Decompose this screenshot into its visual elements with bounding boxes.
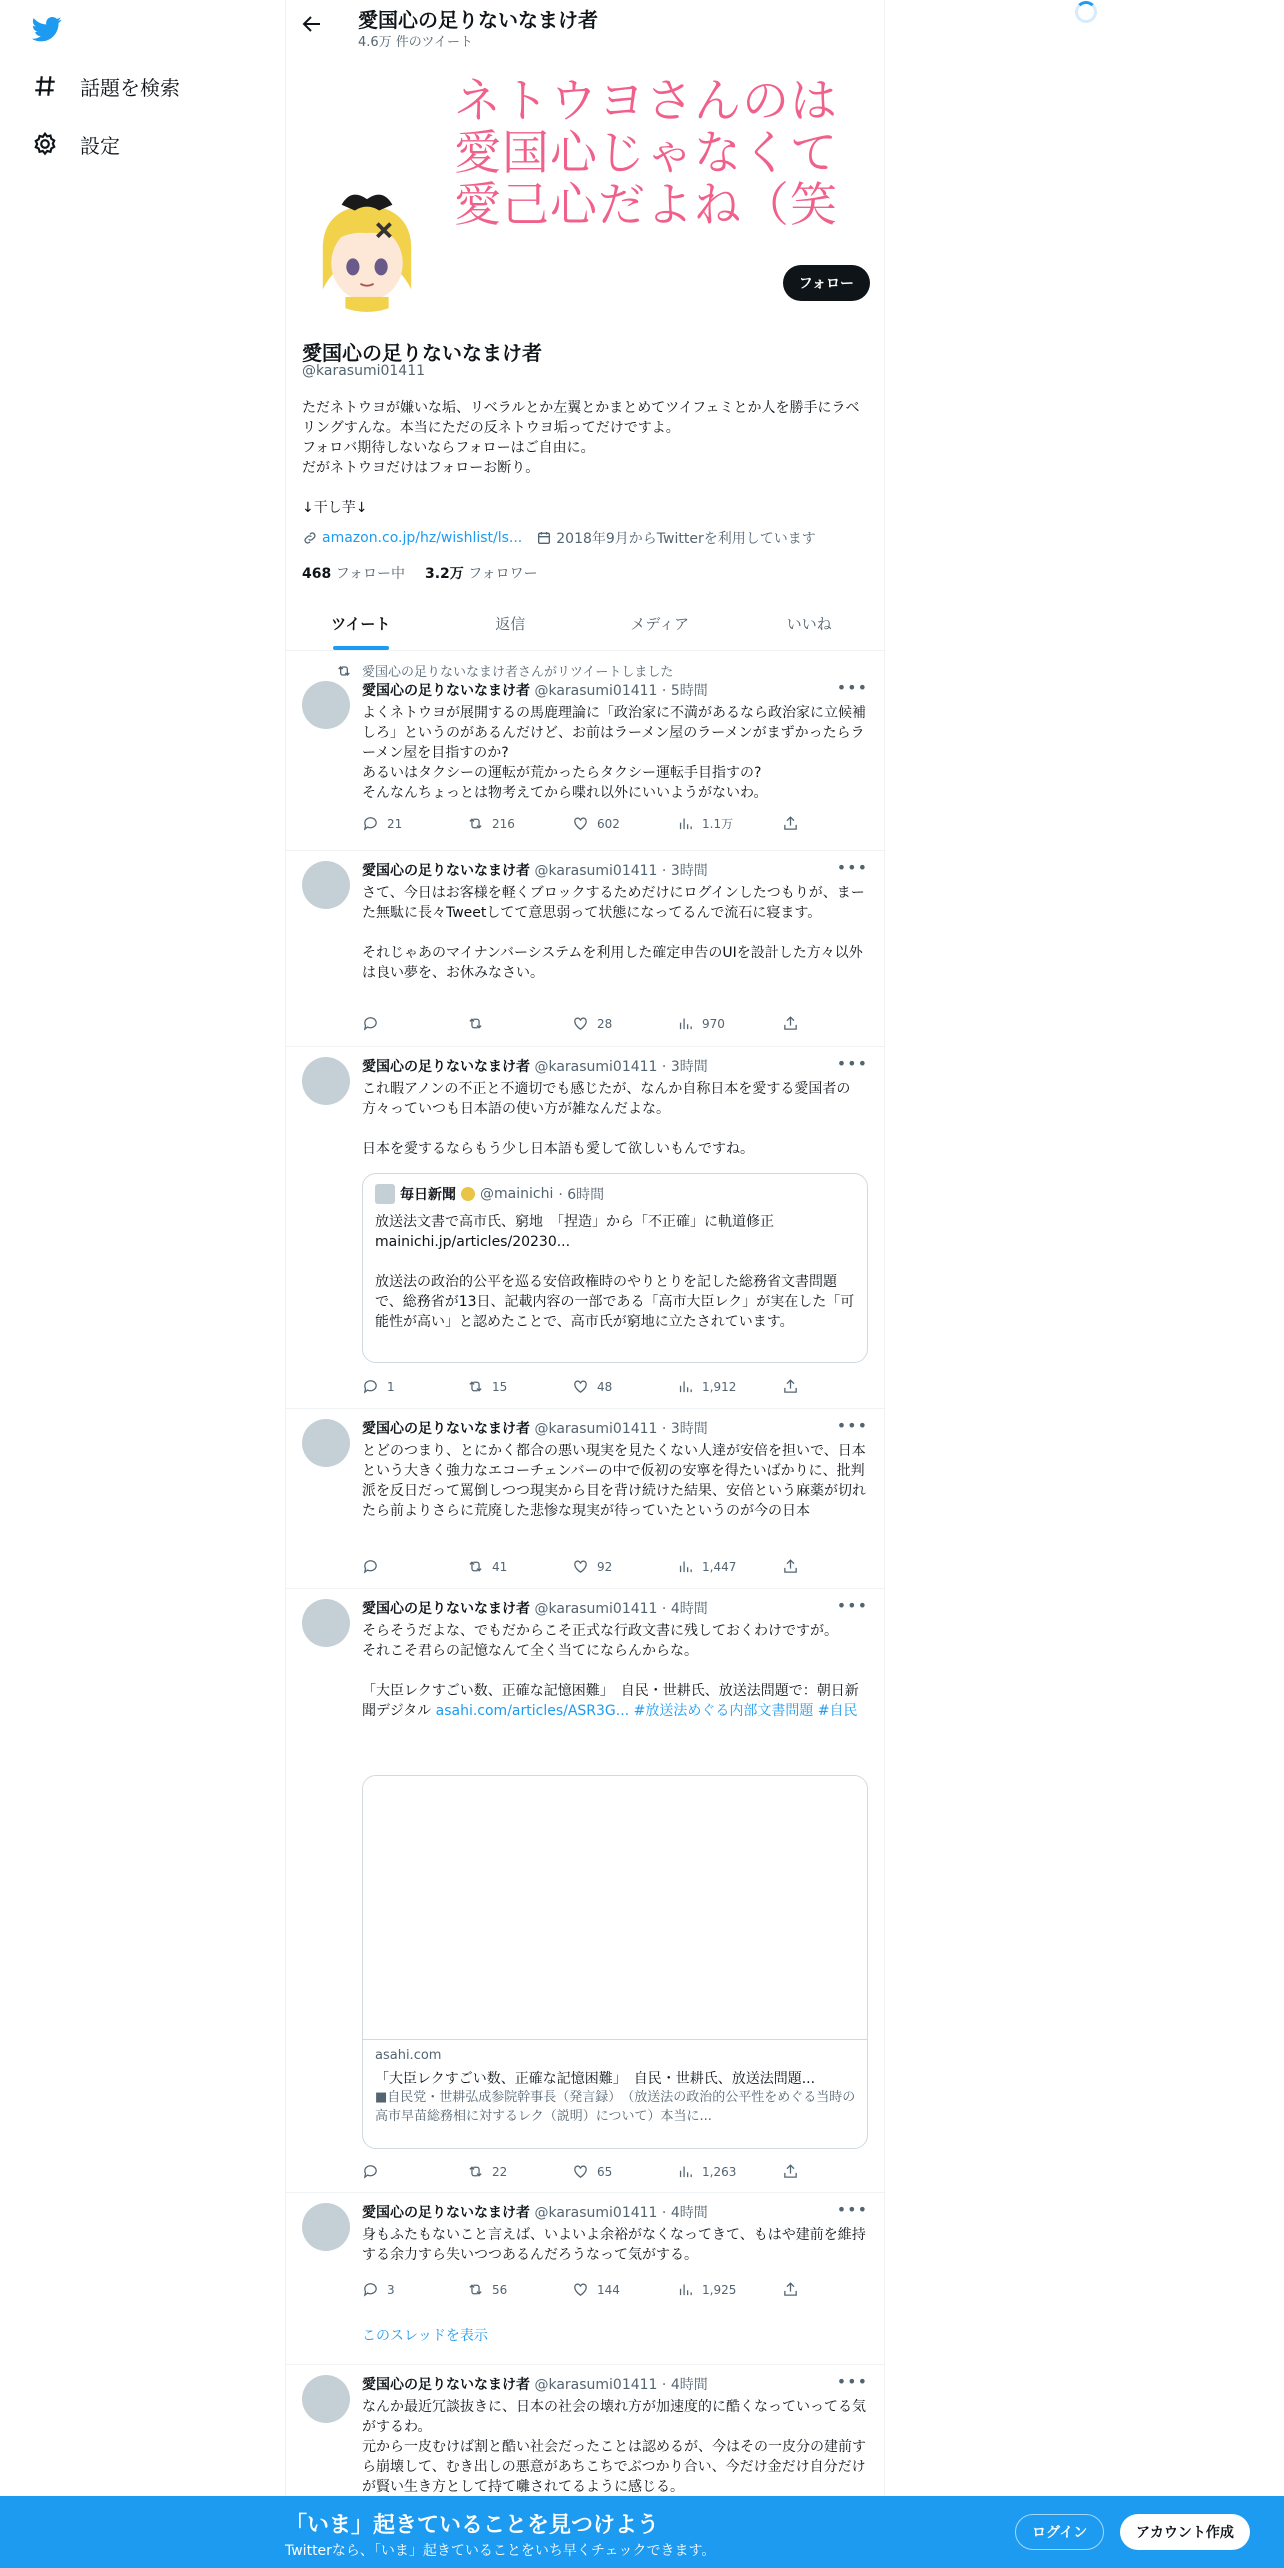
tweet-header (362, 2203, 868, 2223)
like-count: 602 (597, 816, 620, 831)
quote-author: 毎日新聞 (400, 1187, 456, 1203)
tweet-actions (362, 2163, 802, 2180)
reply-count: 3 (387, 2282, 395, 2297)
tweet-time[interactable]: · 4時間 (661, 1601, 708, 1617)
retweet-button[interactable] (467, 815, 557, 832)
tab-likes[interactable]: いいね (786, 615, 832, 633)
avatar[interactable] (302, 1599, 350, 1647)
tweet[interactable] (286, 1047, 884, 1409)
reply-button[interactable] (362, 1378, 452, 1395)
tweet-body (362, 861, 868, 983)
like-count: 92 (597, 1559, 613, 1574)
views-button[interactable] (677, 2281, 767, 2298)
bar-chart-icon (677, 1378, 694, 1395)
tweet-time[interactable]: · 3時間 (661, 863, 708, 879)
header-title: 愛国心の足りないなまけ者 (358, 8, 598, 32)
tweet-actions (362, 1015, 802, 1032)
following-count: 468 (302, 566, 332, 582)
heart-icon (572, 2163, 589, 2180)
reply-icon (362, 2281, 379, 2298)
tweet-handle[interactable]: @karasumi01411 (534, 2205, 658, 2221)
like-button[interactable] (572, 1558, 662, 1575)
bar-chart-icon (677, 1015, 694, 1032)
tweet-time[interactable]: · 5時間 (661, 683, 708, 699)
tweet-author[interactable]: 愛国心の足りないなまけ者 (362, 1059, 530, 1075)
retweet-icon (467, 2163, 484, 2180)
retweet-button[interactable] (467, 2163, 557, 2180)
signup-button[interactable]: アカウント作成 (1120, 2514, 1250, 2550)
retweet-count: 22 (492, 2164, 508, 2179)
retweet-count: 56 (492, 2282, 508, 2297)
retweet-icon (467, 1558, 484, 1575)
retweet-icon (336, 663, 352, 679)
retweet-button[interactable] (467, 1378, 557, 1395)
bar-chart-icon (677, 2163, 694, 2180)
like-button[interactable] (572, 2281, 662, 2298)
header-tweet-count: 4.6万 件のツイート (358, 35, 473, 50)
reply-button[interactable] (362, 2281, 452, 2298)
more-icon[interactable]: ••• (836, 678, 868, 697)
signup-prompt-bar (0, 2496, 1284, 2568)
tweet-body (362, 2375, 868, 2497)
tweet-header (362, 1057, 868, 1077)
retweet-icon (467, 815, 484, 832)
tweet-text: とどのつまり、とにかく都合の悪い現実を見たくない人達が安倍を担いで、日本という大きく強力なエコーチェンバーの中で仮初の安寧を得たいばかりに、批判派を反日だって罵倒しつつ現実から目を背け続けた結果、安倍という麻薬が切れたら前よりさらに荒廃した悲惨な現実が待っていたというのが今の日本 (362, 1443, 866, 1519)
retweet-icon (467, 1015, 484, 1032)
tweet-body (362, 1419, 868, 1521)
heart-icon (572, 1015, 589, 1032)
retweet-indicator (336, 661, 673, 680)
anime-character-avatar-icon (304, 186, 430, 312)
retweet-count: 41 (492, 1559, 508, 1574)
tweet[interactable] (286, 2193, 884, 2365)
login-button[interactable]: ログイン (1015, 2514, 1104, 2550)
profile-name: 愛国心の足りないなまけ者 (302, 341, 542, 365)
heart-icon (572, 1378, 589, 1395)
signup-prompt-title: 「いま」起きていることを見つけよう (285, 2513, 660, 2538)
tab-tweets[interactable]: ツイート (286, 598, 436, 650)
nav-explore[interactable] (32, 64, 180, 108)
twitter-logo-icon[interactable] (32, 14, 62, 44)
heart-icon (572, 815, 589, 832)
views-button[interactable] (677, 1558, 767, 1575)
tweet-author[interactable]: 愛国心の足りないなまけ者 (362, 863, 530, 879)
share-button[interactable] (782, 1015, 802, 1032)
more-icon[interactable]: ••• (836, 2200, 868, 2219)
profile-meta (302, 528, 816, 548)
signup-prompt-subtitle: Twitterなら、「いま」起きていることをいち早くチェックできます。 (285, 2543, 716, 2559)
banner-text (436, 76, 856, 232)
retweet-count: 216 (492, 816, 515, 831)
views-count: 1.1万 (702, 817, 734, 831)
profile-link-text[interactable]: amazon.co.jp/hz/wishlist/ls... (322, 530, 523, 546)
share-button[interactable] (782, 1558, 802, 1575)
like-count: 48 (597, 1379, 613, 1394)
quote-text: 放送法文書で高市氏、窮地 「捏造」から「不正確」に軌道修正 mainichi.jp/articles/20230... 放送法の政治的公平を巡る安倍政権時のやりとりを記した総務省文書問題で、総務省が13日、記載内容の一部である「高市大臣レク」が実在した「可能性が高い」と認めたことで、高市氏が窮地に立たされています。 (375, 1214, 855, 1330)
share-button[interactable] (782, 2281, 802, 2298)
tweet-handle[interactable]: @karasumi01411 (534, 1421, 658, 1437)
share-icon (782, 2163, 799, 2180)
tweet[interactable] (286, 1589, 884, 2193)
follow-button[interactable]: フォロー (783, 265, 870, 301)
share-button[interactable] (782, 815, 802, 832)
views-count: 1,447 (702, 1559, 737, 1574)
nav-settings[interactable] (32, 122, 120, 166)
tweet[interactable] (286, 651, 884, 851)
heart-icon (572, 1558, 589, 1575)
like-button[interactable] (572, 815, 662, 832)
link-card-title: 「大臣レクすごい数、正確な記憶困難」 自民・世耕氏、放送法問題... (375, 2071, 816, 2087)
views-button[interactable] (677, 1378, 767, 1395)
tweet-text-main: そらそうだよな、でもだからこそ正式な行政文書に残しておくわけですが。 それこそ君らの記憶なんて全く当てにならんからな。 「大臣レクすごい数、正確な記憶困難」 自民・世耕氏、放送法問題で：朝日新聞デジタル (362, 1623, 859, 1719)
quote-tweet[interactable] (362, 1173, 868, 1363)
tweet-time[interactable]: · 3時間 (661, 1421, 708, 1437)
retweet-icon (467, 2281, 484, 2298)
tweet-hashtags[interactable]: #放送法めぐる内部文書問題 #自民 (633, 1703, 858, 1719)
quote-header (375, 1184, 604, 1204)
following-label: フォロー中 (335, 566, 405, 582)
like-button[interactable] (572, 1015, 662, 1032)
tweet-text (362, 1621, 868, 1721)
link-card-description: ■自民党・世耕弘成参院幹事長（発言録） （放送法の政治的公平性をめぐる当時の高市早苗総務相に対するレク（説明）について）本当に... (375, 2090, 856, 2124)
left-sidebar (0, 0, 285, 2568)
nav-settings-label: 設定 (80, 133, 120, 158)
link-icon (302, 530, 318, 546)
reply-icon (362, 2163, 379, 2180)
reply-icon (362, 1558, 379, 1575)
link-card-image (363, 1776, 867, 2040)
retweet-button[interactable] (467, 2281, 557, 2298)
tab-media[interactable]: メディア (630, 615, 690, 633)
followers-count: 3.2万 (425, 566, 464, 582)
reply-icon (362, 815, 379, 832)
avatar[interactable] (302, 1057, 350, 1105)
share-button[interactable] (782, 1378, 802, 1395)
mainichi-avatar (375, 1184, 395, 1204)
tweet-text: なんか最近冗談抜きに、日本の社会の壊れ方が加速度的に酷くなっていってる気がするわ。 元から一皮むけば割と酷い社会だったことは認めるが、今はその一皮分の建前すら崩壊して、むき出しの悪意があちこちでぶつかり合い、今だけ金だけ自分だけが賢い生き方として持て囃されてるように感じる。 (362, 2399, 866, 2495)
tweet-actions (362, 1558, 802, 1575)
tweet-header (362, 1419, 868, 1439)
tweet-text: さて、今日はお客様を軽くブロックするためだけにログインしたつもりが、まーた無駄に長々Tweetしてて意思弱って状態になってるんで流石に寝ます。 それじゃあのマイナンバーシステムを利用した確定申告のUIを設計した方々以外は良い夢を、お休みなさい。 (362, 885, 865, 981)
views-button[interactable] (677, 1015, 767, 1032)
avatar[interactable] (302, 2375, 350, 2423)
retweet-button[interactable] (467, 1558, 557, 1575)
show-thread-link[interactable]: このスレッドを表示 (362, 2328, 488, 2344)
back-arrow-icon[interactable] (300, 12, 324, 36)
reply-button[interactable] (362, 2163, 452, 2180)
tweet-actions (362, 815, 802, 832)
tweet-text: よくネトウヨが展開するの馬鹿理論に「政治家に不満があるなら政治家に立候補しろ」というのがあるんだけど、お前はラーメン屋のラーメンがまずかったらラーメン屋を目指すのか? あるいはタクシーの運転が荒かったらタクシー運転手目指すの? そんなんちょっとは物考えてから喋れ以外にいいようがないわ。 (362, 705, 866, 801)
reply-count: 1 (387, 1379, 395, 1394)
profile-link[interactable] (302, 530, 522, 546)
bar-chart-icon (677, 2281, 694, 2298)
avatar[interactable] (302, 2203, 350, 2251)
tweet-handle[interactable]: @karasumi01411 (534, 1059, 658, 1075)
reply-button[interactable] (362, 1015, 452, 1032)
followers-label: フォロワー (468, 566, 538, 582)
profile-stats (302, 563, 538, 583)
tweet-actions (362, 1378, 802, 1395)
tweet-header (362, 1599, 868, 1619)
tweet-text: これ暇アノンの不正と不適切でも感じたが、なんか自称日本を愛する愛国者の方々っていつも日本語の使い方が雑なんだよな。 日本を愛するならもう少し日本語も愛して欲しいもんですね。 (362, 1081, 851, 1157)
gear-icon (32, 131, 58, 157)
tweet-author[interactable]: 愛国心の足りないなまけ者 (362, 683, 530, 699)
reply-button[interactable] (362, 815, 452, 832)
loading-spinner-icon (1075, 1, 1097, 23)
profile-header (286, 0, 884, 54)
link-card-domain: asahi.com (375, 2048, 442, 2063)
link-card[interactable] (362, 1775, 868, 2149)
tweet-handle[interactable]: @karasumi01411 (534, 2377, 658, 2393)
views-count: 970 (702, 1016, 725, 1031)
profile-joined-text: 2018年9月からTwitterを利用しています (556, 531, 816, 547)
like-count: 65 (597, 2164, 613, 2179)
more-icon[interactable]: ••• (836, 1054, 868, 1073)
profile-bio: ただネトウヨが嫌いな垢、リベラルとか左翼とかまとめてツイフェミとか人を勝手にラベリングすんな。本当にただの反ネトウヨ垢ってだけですよ。 フォロバ期待しないならフォローはご自由に。 だがネトウヨだけはフォローお断り。 ↓干し芋↓ (302, 400, 860, 516)
tweet-header (362, 861, 868, 881)
tweet-author[interactable]: 愛国心の足りないなまけ者 (362, 1601, 530, 1617)
tweet-link[interactable]: asahi.com/articles/ASR3G... (435, 1703, 630, 1719)
reply-button[interactable] (362, 1558, 452, 1575)
bar-chart-icon (677, 1558, 694, 1575)
tweet-body (362, 1057, 868, 1159)
share-icon (782, 2281, 799, 2298)
nav-explore-label: 話題を検索 (80, 75, 180, 100)
tweet-author[interactable]: 愛国心の足りないなまけ者 (362, 2377, 530, 2393)
tweet-header (362, 681, 868, 701)
banner-line: ネトウヨさんのは (454, 74, 838, 129)
quote-handle: @mainichi (480, 1186, 554, 1202)
tweet-header (362, 2375, 868, 2395)
tweet-time[interactable]: · 4時間 (661, 2205, 708, 2221)
banner-line: 愛己心だよね（笑 (454, 178, 838, 233)
reply-count: 21 (387, 816, 403, 831)
retweet-button[interactable] (467, 1015, 557, 1032)
share-icon (782, 815, 799, 832)
more-icon[interactable]: ••• (836, 1596, 868, 1615)
quote-time: · 6時間 (558, 1187, 605, 1203)
like-count: 144 (597, 2282, 620, 2297)
tweet-text: 身もふたもないこと言えば、いよいよ余裕がなくなってきて、もはや建前を維持する余力すら失いつつあるんだろうなって気がする。 (362, 2227, 866, 2263)
more-icon[interactable]: ••• (836, 1416, 868, 1435)
avatar[interactable] (302, 681, 350, 729)
tweet-handle[interactable]: @karasumi01411 (534, 683, 658, 699)
share-icon (782, 1378, 799, 1395)
tweet-handle[interactable]: @karasumi01411 (534, 1601, 658, 1617)
profile-joined (536, 528, 815, 548)
tweet-body (362, 1599, 868, 1721)
share-button[interactable] (782, 2163, 802, 2180)
retweet-count: 15 (492, 1379, 508, 1394)
verified-badge-icon (461, 1187, 475, 1201)
views-button[interactable] (677, 2163, 767, 2180)
views-count: 1,263 (702, 2164, 737, 2179)
views-count: 1,925 (702, 2282, 737, 2297)
reply-icon (362, 1378, 379, 1395)
banner-line: 愛国心じゃなくて (454, 126, 838, 181)
reply-icon (362, 1015, 379, 1032)
tweet-actions (362, 2281, 802, 2298)
tweet-handle[interactable]: @karasumi01411 (534, 863, 658, 879)
like-button[interactable] (572, 1378, 662, 1395)
following-link[interactable] (302, 563, 405, 583)
tweet-time[interactable]: · 4時間 (661, 2377, 708, 2393)
retweet-indicator-text: 愛国心の足りないなまけ者さんがリツイートしました (362, 665, 674, 680)
more-icon[interactable]: ••• (836, 858, 868, 877)
profile-tabs (286, 598, 884, 651)
heart-icon (572, 2281, 589, 2298)
avatar[interactable] (302, 1419, 350, 1467)
main-column (285, 0, 885, 2568)
share-icon (782, 1558, 799, 1575)
hashtag-icon (32, 73, 58, 99)
views-button[interactable] (677, 815, 767, 832)
like-count: 28 (597, 1016, 613, 1031)
calendar-icon (536, 530, 552, 546)
views-count: 1,912 (702, 1379, 737, 1394)
followers-link[interactable] (425, 563, 538, 583)
retweet-icon (467, 1378, 484, 1395)
tab-replies[interactable]: 返信 (495, 615, 526, 633)
tweet-author[interactable]: 愛国心の足りないなまけ者 (362, 1421, 530, 1437)
tweet-author[interactable]: 愛国心の足りないなまけ者 (362, 2205, 530, 2221)
tweet-body (362, 681, 868, 803)
profile-avatar[interactable] (300, 182, 434, 316)
tweet[interactable] (286, 851, 884, 1047)
tweet[interactable] (286, 1409, 884, 1589)
bar-chart-icon (677, 815, 694, 832)
avatar[interactable] (302, 861, 350, 909)
tweet-time[interactable]: · 3時間 (661, 1059, 708, 1075)
share-icon (782, 1015, 799, 1032)
more-icon[interactable]: ••• (836, 2372, 868, 2391)
profile-handle: @karasumi01411 (302, 363, 426, 379)
tweet-body (362, 2203, 868, 2265)
like-button[interactable] (572, 2163, 662, 2180)
